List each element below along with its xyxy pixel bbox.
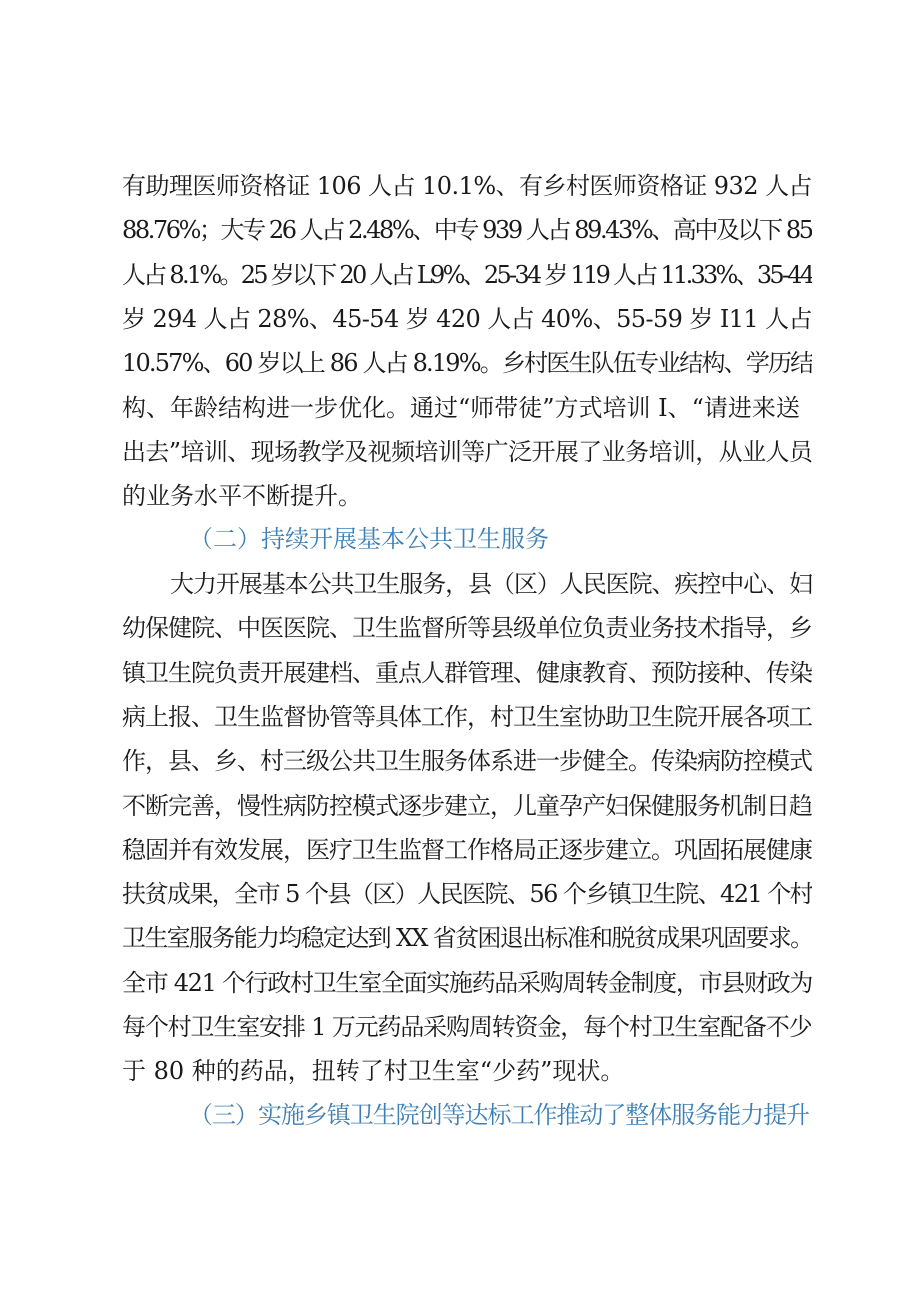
paragraph-line: 构、年龄结构进一步优化。通过“师带徒”方式培训 I、“请进来送 (122, 394, 800, 422)
paragraph-line: 出去”培训、现场教学及视频培训等广泛开展了业务培训，从业人员 (122, 438, 812, 466)
paragraph-line: 扶贫成果，全市 5 个县（区）人民医院、56 个乡镇卫生院、421 个村 (122, 880, 812, 908)
paragraph-line: 的业务水平不断提升。 (122, 482, 362, 510)
paragraph-line: 全市 421 个行政村卫生室全面实施药品采购周转金制度，市县财政为 (122, 969, 812, 997)
paragraph-line: 病上报、卫生监督协管等具体工作，村卫生室协助卫生院开展各项工 (122, 703, 812, 731)
paragraph-line: 有助理医师资格证 106 人占 10.1%、有乡村医师资格证 932 人占 (122, 172, 812, 200)
paragraph-line: 幼保健院、中医医院、卫生监督所等县级单位负责业务技术指导，乡 (122, 614, 812, 642)
paragraph-line: 不断完善，慢性病防控模式逐步建立，儿童孕产妇保健服务机制日趋 (122, 792, 812, 820)
paragraph-line: 每个村卫生室安排 1 万元药品采购周转资金，每个村卫生室配备不少 (122, 1013, 812, 1041)
paragraph-line: 卫生室服务能力均稳定达到 XX 省贫困退出标准和脱贫成果巩固要求。 (122, 924, 812, 952)
paragraph-line: 大力开展基本公共卫生服务，县（区）人民医院、疾控中心、妇 (170, 570, 812, 598)
paragraph-line: 稳固并有效发展，医疗卫生监督工作格局正逐步建立。巩固拓展健康 (122, 836, 812, 864)
section-heading-3: （三）实施乡镇卫生院创等达标工作推动了整体服务能力提升 (189, 1101, 809, 1129)
paragraph-line: 88.76%；大专 26 人占 2.48%、中专 939 人占 89.43%、高中及以下 85 (122, 216, 812, 244)
paragraph-line: 镇卫生院负责开展建档、重点人群管理、健康教育、预防接种、传染 (122, 659, 812, 687)
paragraph-line: 岁 294 人占 28%、45-54 岁 420 人占 40%、55-59 岁 I11 人占 (122, 305, 812, 333)
paragraph-line: 10.57%、60 岁以上 86 人占 8.19%。乡村医生队伍专业结构、学历结 (122, 349, 812, 377)
paragraph-line: 作，县、乡、村三级公共卫生服务体系进一步健全。传染病防控模式 (122, 747, 812, 775)
paragraph-line: 于 80 种的药品，扭转了村卫生室“少药”现状。 (122, 1057, 625, 1085)
paragraph-line: 人占 8.1%。25 岁以下 20 人占 L9%、25-34 岁 119 人占 11.33%、35-44 (122, 261, 812, 289)
section-heading-2: （二）持续开展基本公共卫生服务 (189, 525, 549, 553)
